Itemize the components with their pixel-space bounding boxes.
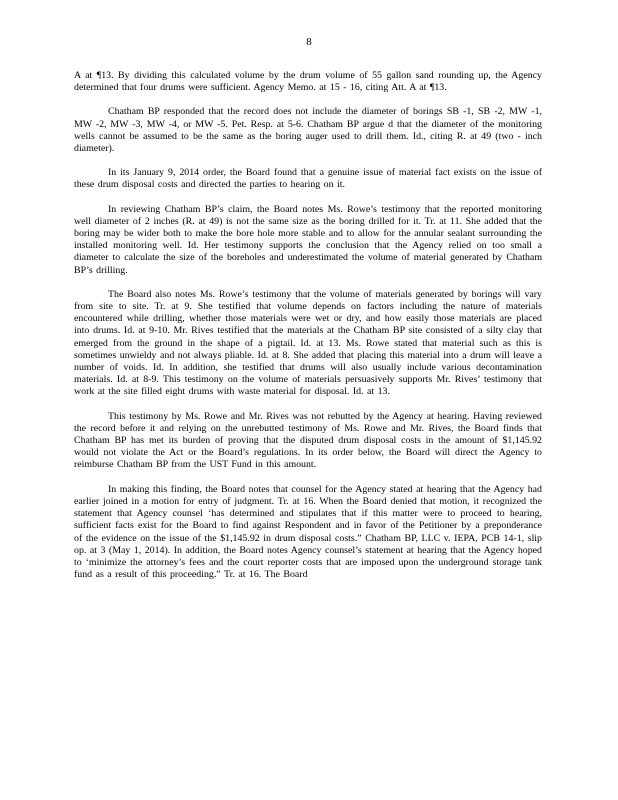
- paragraph-gap: [74, 277, 542, 289]
- paragraph-gap: [74, 399, 542, 411]
- paragraph-4: In reviewing Chatham BP’s claim, the Board notes Ms. Rowe’s testimony that the reported monitoring well diameter of 2 inches (R. at 49) is not the same size as the boring drilled for it. Tr. at 11. She added that the boring may be wider both to make the bore hole more stable and to allow for the annular sealant surrounding the installed monitoring well. Id. Her testimony supports the conclusion that the Agency relied on too small a diameter to calculate the size of the boreholes and underestimated the volume of material generated by Chatham BP’s drilling.: [74, 203, 542, 276]
- paragraph-2: Chatham BP responded that the record does not include the diameter of borings SB -1, SB -2, MW -1, MW -2, MW -3, MW -4, or MW -5. Pet. Resp. at 5-6. Chatham BP argue d that the diameter of the monitoring wells cannot be assumed to be the same as the boring auger used to drill them. Id., citing R. at 49 (two - inch diameter).: [74, 106, 542, 155]
- paragraph-3: In its January 9, 2014 order, the Board found that a genuine issue of material fact exists on the issue of these drum disposal costs and directed the parties to hearing on it.: [74, 167, 542, 191]
- paragraph-gap: [74, 472, 542, 484]
- paragraph-1: A at ¶13. By dividing this calculated volume by the drum volume of 55 gallon sand rounding up, the Agency determined that four drums were sufficient. Agency Memo. at 15 - 16, citing Att. A at ¶13.: [74, 70, 542, 94]
- page-number: 8: [306, 36, 312, 48]
- paragraph-5: The Board also notes Ms. Rowe’s testimony that the volume of materials generated by borings will vary from site to site. Tr. at 9. She testified that volume depends on factors including the nature of materials encountered while drilling, whether those materials were wet or dry, and how easily those materials are placed into drums. Id. at 9-10. Mr. Rives testified that the materials at the Chatham BP site consisted of a silty clay that emerged from the ground in the shape of a pigtail. Id. at 13. Ms. Rowe stated that material such as this is sometimes unwieldy and not always pliable. Id. at 8. She added that placing this material into a drum will leave a number of voids. Id. In addition, she testified that drums will also usually include various decontamination materials. Id. at 8-9. This testimony on the volume of materials persuasively supports Mr. Rives’ testimony that work at the site filled eight drums with waste material for disposal. Id. at 13.: [74, 288, 542, 398]
- document-body: [74, 70, 542, 581]
- paragraph-6: This testimony by Ms. Rowe and Mr. Rives was not rebutted by the Agency at hearing. Having reviewed the record before it and relying on the unrebutted testimony of Ms. Rowe and Mr. Rives, the Board finds that Chatham BP has met its burden of proving that the disputed drum disposal costs in the amount of $1,145.92 would not violate the Act or the Board’s regulations. In its order below, the Board will direct the Agency to reimburse Chatham BP from the UST Fund in this amount.: [74, 410, 542, 471]
- paragraph-7: In making this finding, the Board notes that counsel for the Agency stated at hearing that the Agency had earlier joined in a motion for entry of judgment. Tr. at 16. When the Board denied that motion, it recognized the statement that Agency counsel ‘has determined and stipulates that if this matter were to proceed to hearing, sufficient facts exist for the Board to find against Respondent and in favor of the Petitioner by a preponderance of the evidence on the issue of the $1,145.92 in drum disposal costs.” Chatham BP, LLC v. IEPA, PCB 14-1, slip op. at 3 (May 1, 2014). In addition, the Board notes Agency counsel’s statement at hearing that the Agency hoped to ‘minimize the attorney’s fees and the court reporter costs that are imposed upon the underground storage tank fund as a result of this proceeding.” Tr. at 16. The Board: [74, 483, 542, 581]
- paragraph-gap: [74, 155, 542, 167]
- paragraph-gap: [74, 94, 542, 106]
- paragraph-gap: [74, 192, 542, 204]
